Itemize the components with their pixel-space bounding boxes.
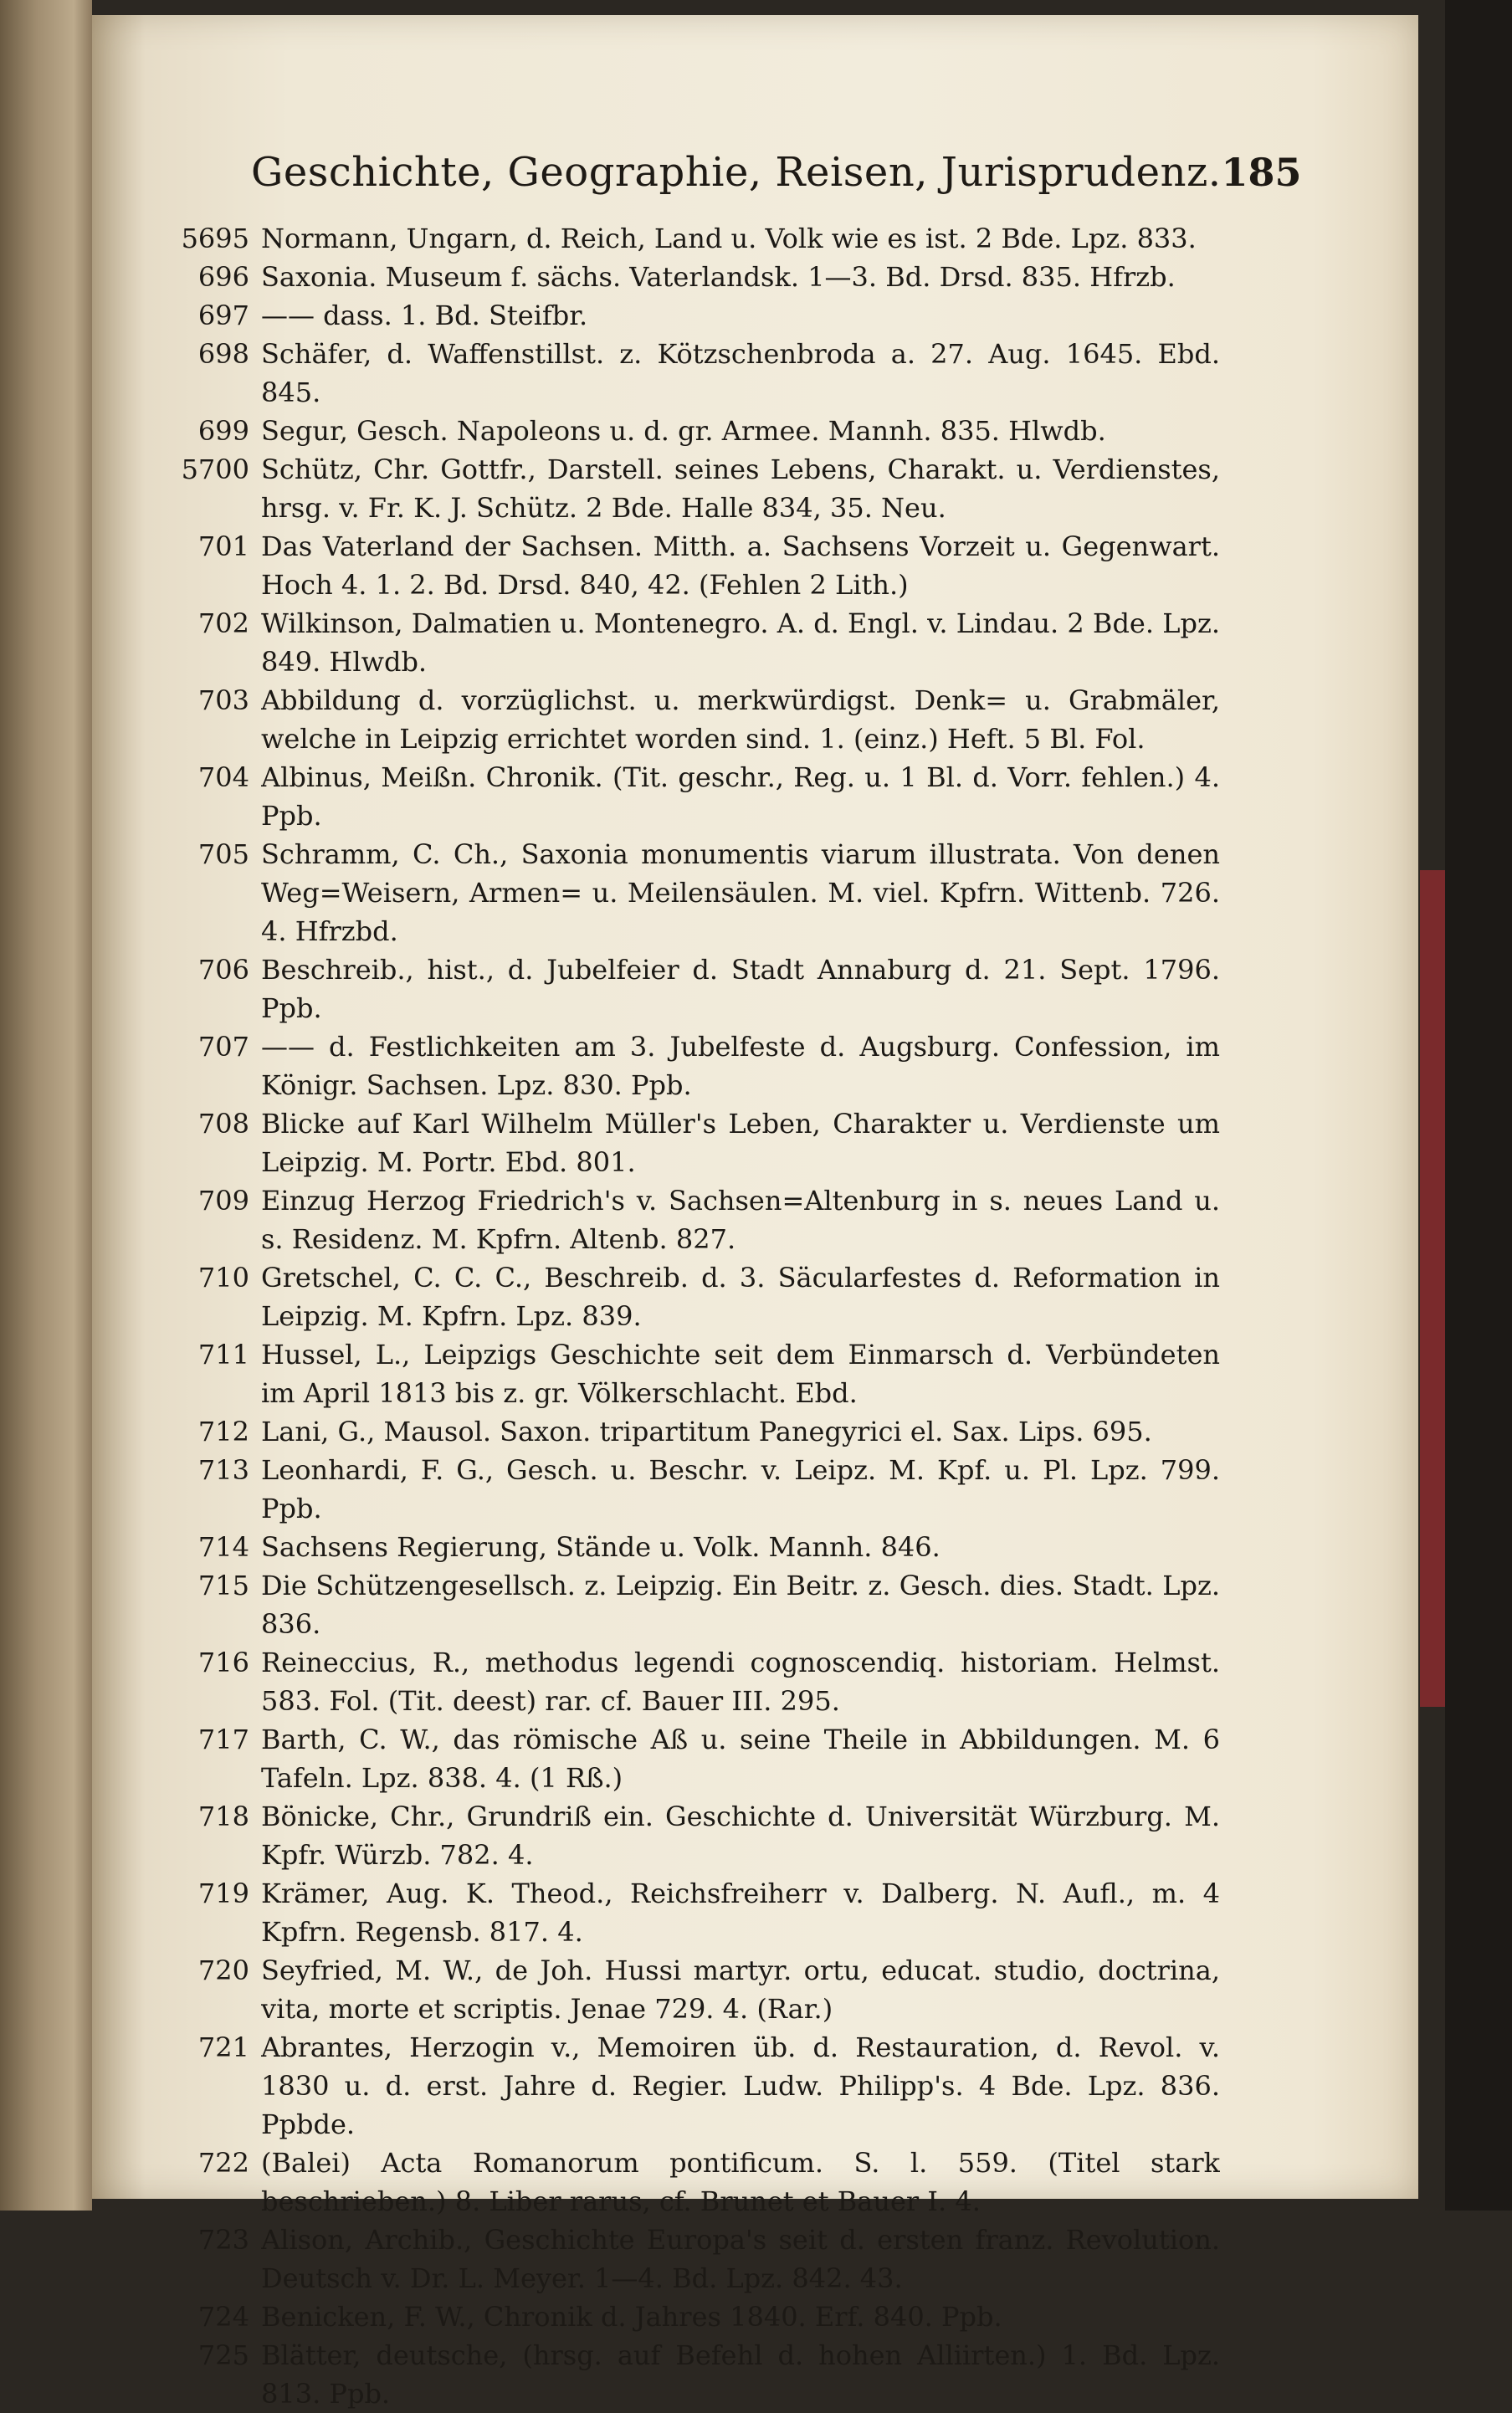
catalogue-entry <box>174 296 1220 335</box>
entry-text: Schäfer, d. Waffenstillst. z. Kötzschenbroda a. 27. Aug. 1645. Ebd. 845. <box>261 338 1220 408</box>
entry-text: Benicken, F. W., Chronik d. Jahres 1840. Erf. 840. Ppb. <box>261 2301 1002 2333</box>
entry-number: 711 <box>197 1339 249 1370</box>
entry-text: Die Schützengesellsch. z. Leipzig. Ein Beitr. z. Gesch. dies. Stadt. Lpz. 836. <box>261 1570 1220 1640</box>
entry-number: 698 <box>197 338 249 370</box>
catalogue-entry <box>174 1027 1220 1104</box>
entry-text: Einzug Herzog Friedrich's v. Sachsen=Altenburg in s. neues Land u. s. Residenz. M. Kpfrn. Altenb. 827. <box>261 1185 1220 1255</box>
catalogue-entry <box>174 1258 1220 1335</box>
entry-text: (Balei) Acta Romanorum pontificum. S. l. 559. (Titel stark beschrieben.) 8. Liber rarus, cf. Brunet et Bauer I. 4. <box>261 2147 1220 2217</box>
entry-number: 716 <box>197 1647 249 1678</box>
catalogue-entry <box>174 1874 1220 1951</box>
entry-text: Schramm, C. Ch., Saxonia monumentis viarum illustrata. Von denen Weg=Weisern, Armen= u. Meilensäulen. M. viel. Kpfrn. Wittenb. 726. 4. Hfrzbd. <box>261 838 1220 947</box>
catalogue-entry <box>174 2144 1220 2221</box>
catalogue-entry <box>174 1181 1220 1258</box>
entry-number: 696 <box>197 261 249 293</box>
entry-number: 720 <box>197 1954 249 1986</box>
catalogue-entry <box>174 1451 1220 1528</box>
catalogue-entry <box>174 1643 1220 1720</box>
entry-number: 709 <box>197 1185 249 1217</box>
entry-number: 723 <box>197 2224 249 2256</box>
entry-number: 699 <box>197 415 249 447</box>
catalogue-entry <box>174 950 1220 1027</box>
catalogue-entry <box>174 2221 1220 2298</box>
catalogue-entry <box>174 604 1220 681</box>
entry-text: Beschreib., hist., d. Jubelfeier d. Stadt Annaburg d. 21. Sept. 1796. Ppb. <box>261 954 1220 1024</box>
entry-number: 707 <box>197 1031 249 1063</box>
entry-number: 708 <box>197 1108 249 1140</box>
entry-text: Segur, Gesch. Napoleons u. d. gr. Armee. Mannh. 835. Hlwdb. <box>261 415 1106 447</box>
catalogue-entry <box>174 1104 1220 1181</box>
entry-text: Hussel, L., Leipzigs Geschichte seit dem Einmarsch d. Verbündeten im April 1813 bis z. gr. Völkerschlacht. Ebd. <box>261 1339 1220 1409</box>
catalogue-entry <box>174 335 1220 412</box>
catalogue-entry <box>174 2298 1220 2336</box>
entry-text: Blätter, deutsche, (hrsg. auf Befehl d. hohen Alliirten.) 1. Bd. Lpz. 813. Ppb. <box>261 2339 1220 2410</box>
catalogue-entry <box>174 1951 1220 2028</box>
page-marker-tab <box>1420 870 1445 1707</box>
entry-number: 710 <box>197 1262 249 1294</box>
catalogue-entry <box>174 450 1220 527</box>
entry-number: 725 <box>197 2339 249 2371</box>
entry-text: Reineccius, R., methodus legendi cognoscendiq. historiam. Helmst. 583. Fol. (Tit. deest) rar. cf. Bauer III. 295. <box>261 1647 1220 1717</box>
entry-text: Das Vaterland der Sachsen. Mitth. a. Sachsens Vorzeit u. Gegenwart. Hoch 4. 1. 2. Bd. Drsd. 840, 42. (Fehlen 2 Lith.) <box>261 530 1220 601</box>
entry-number: 697 <box>197 300 249 331</box>
entry-text: Abrantes, Herzogin v., Memoiren üb. d. Restauration, d. Revol. v. 1830 u. d. erst. Jahre d. Regier. Ludw. Philipp's. 4 Bde. Lpz. 836. Ppbde. <box>261 2031 1220 2140</box>
entry-number: 721 <box>197 2031 249 2063</box>
entry-text: Krämer, Aug. K. Theod., Reichsfreiherr v. Dalberg. N. Aufl., m. 4 Kpfrn. Regensb. 817. 4. <box>261 1878 1220 1948</box>
entry-text: Gretschel, C. C. C., Beschreib. d. 3. Säcularfestes d. Reformation in Leipzig. M. Kpfrn. Lpz. 839. <box>261 1262 1220 1332</box>
entry-number: 701 <box>197 530 249 562</box>
entry-number: 715 <box>197 1570 249 1601</box>
entry-number: 703 <box>197 684 249 716</box>
catalogue-entry <box>174 1335 1220 1412</box>
entry-text: Schütz, Chr. Gottfr., Darstell. seines Lebens, Charakt. u. Verdienstes, hrsg. v. Fr. K. J. Schütz. 2 Bde. Halle 834, 35. Neu. <box>261 453 1220 524</box>
entry-number: 706 <box>197 954 249 986</box>
facing-page-edge <box>0 0 92 2211</box>
catalogue-entry <box>174 1412 1220 1451</box>
entry-text: Lani, G., Mausol. Saxon. tripartitum Panegyrici el. Sax. Lips. 695. <box>261 1416 1152 1447</box>
catalogue-entry <box>174 412 1220 450</box>
catalogue-entry <box>174 527 1220 604</box>
entry-number: 712 <box>197 1416 249 1447</box>
catalogue-entry <box>174 258 1220 296</box>
catalogue-entry <box>174 1528 1220 1566</box>
catalogue-entry <box>174 219 1220 258</box>
page-number: 185 <box>1221 150 1302 195</box>
catalogue-entry <box>174 1720 1220 1797</box>
entry-number: 718 <box>197 1801 249 1832</box>
entry-text: Wilkinson, Dalmatien u. Montenegro. A. d. Engl. v. Lindau. 2 Bde. Lpz. 849. Hlwdb. <box>261 607 1220 678</box>
entry-text: Bönicke, Chr., Grundriß ein. Geschichte d. Universität Würzburg. M. Kpfr. Würzb. 782. 4. <box>261 1801 1220 1871</box>
entry-number: 704 <box>197 761 249 793</box>
entry-text: Normann, Ungarn, d. Reich, Land u. Volk wie es ist. 2 Bde. Lpz. 833. <box>261 223 1197 254</box>
entry-text: Barth, C. W., das römische Aß u. seine Theile in Abbildungen. M. 6 Tafeln. Lpz. 838. 4. (1 Rß.) <box>261 1724 1220 1794</box>
entry-number: 724 <box>197 2301 249 2333</box>
entry-number: 719 <box>197 1878 249 1909</box>
entry-text: Leonhardi, F. G., Gesch. u. Beschr. v. Leipz. M. Kpf. u. Pl. Lpz. 799. Ppb. <box>261 1454 1220 1524</box>
entry-number: 705 <box>197 838 249 870</box>
entry-text: —— dass. 1. Bd. Steifbr. <box>261 300 588 331</box>
running-header <box>251 149 1302 216</box>
entry-number: 5700 <box>181 453 249 485</box>
catalogue-entry <box>174 1566 1220 1643</box>
entry-number: 713 <box>197 1454 249 1486</box>
entry-text: Albinus, Meißn. Chronik. (Tit. geschr., Reg. u. 1 Bl. d. Vorr. fehlen.) 4. Ppb. <box>261 761 1220 832</box>
entry-text: Blicke auf Karl Wilhelm Müller's Leben, Charakter u. Verdienste um Leipzig. M. Portr. Ebd. 801. <box>261 1108 1220 1178</box>
entry-text: —— d. Festlichkeiten am 3. Jubelfeste d. Augsburg. Confession, im Königr. Sachsen. Lpz. 830. Ppb. <box>261 1031 1220 1101</box>
entry-number: 702 <box>197 607 249 639</box>
entry-number: 714 <box>197 1531 249 1563</box>
catalogue-entry <box>174 758 1220 835</box>
entry-number: 717 <box>197 1724 249 1755</box>
entry-text: Sachsens Regierung, Stände u. Volk. Mannh. 846. <box>261 1531 941 1563</box>
entry-number: 5695 <box>181 223 249 254</box>
catalogue-entry <box>174 2028 1220 2144</box>
entry-number: 722 <box>197 2147 249 2179</box>
entry-text: Alison, Archib., Geschichte Europa's seit d. ersten franz. Revolution. Deutsch v. Dr. L. Meyer. 1—4. Bd. Lpz. 842. 43. <box>261 2224 1220 2294</box>
header-title: Geschichte, Geographie, Reisen, Jurisprudenz. <box>251 149 1222 196</box>
entry-text: Abbildung d. vorzüglichst. u. merkwürdigst. Denk= u. Grabmäler, welche in Leipzig errichtet worden sind. 1. (einz.) Heft. 5 Bl. Fol. <box>261 684 1220 755</box>
catalogue-entry <box>174 1797 1220 1874</box>
catalogue-entry <box>174 835 1220 950</box>
entry-text: Saxonia. Museum f. sächs. Vaterlandsk. 1—3. Bd. Drsd. 835. Hfrzb. <box>261 261 1176 293</box>
catalogue-entry <box>174 681 1220 758</box>
catalogue-entries <box>174 219 1220 2413</box>
catalogue-entry <box>174 2336 1220 2413</box>
scan-background <box>1445 0 1512 2211</box>
entry-text: Seyfried, M. W., de Joh. Hussi martyr. ortu, educat. studio, doctrina, vita, morte et scriptis. Jenae 729. 4. (Rar.) <box>261 1954 1220 2025</box>
